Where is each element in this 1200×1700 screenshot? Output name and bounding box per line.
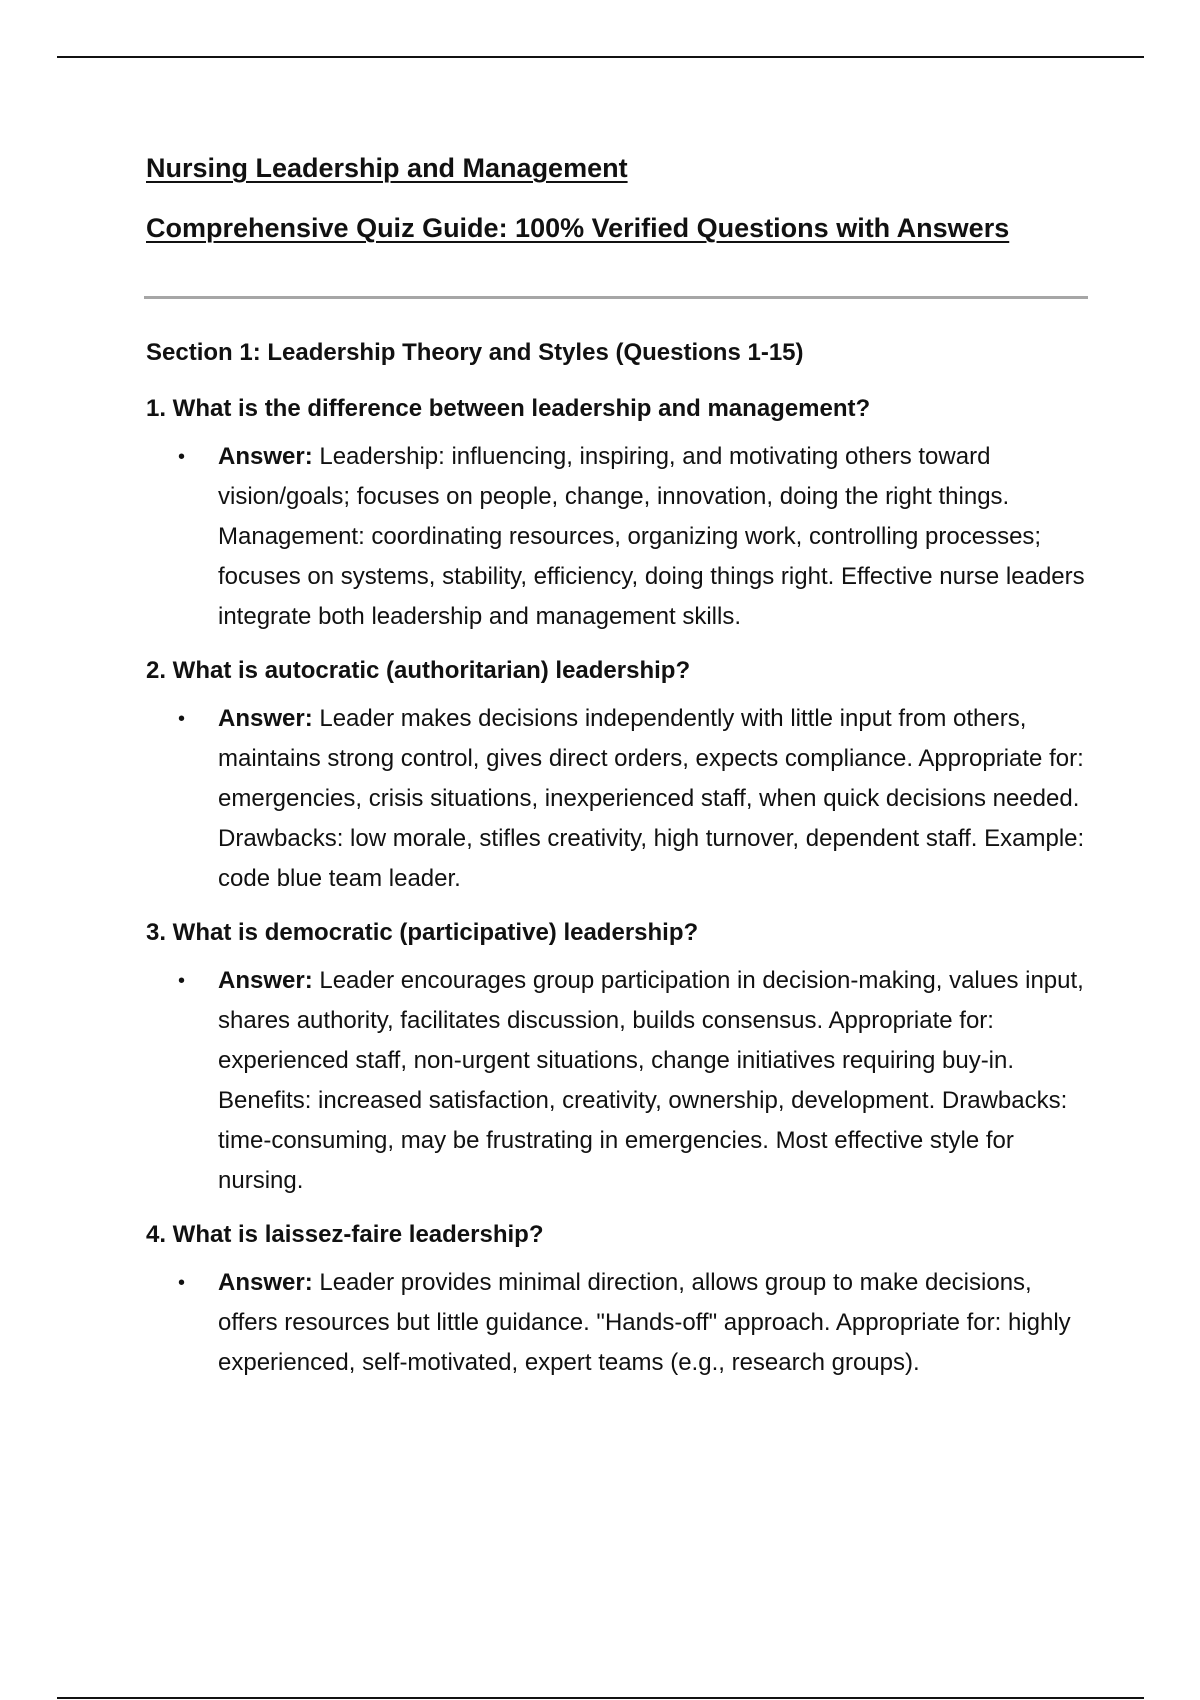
answer-text-1: Leadership: influencing, inspiring, and motivating others toward vision/goals; focuses on people, change, innovation, doing the right things. Management: coordinating resources, organizing work, controlling processes; focuses on systems, stability, efficiency, doing things right. Effective nurse leaders integrate both leadership and management skills. [218,443,1085,630]
section-heading: Section 1: Leadership Theory and Styles (Questions 1-15) [146,339,804,366]
answer-item-3 [146,961,1096,1201]
document-subtitle: Comprehensive Quiz Guide: 100% Verified Questions with Answers [146,213,1010,243]
answer-item-1 [146,437,1096,637]
bullet-icon: • [178,446,186,468]
bullet-icon: • [178,1272,186,1294]
bottom-rule [57,1697,1144,1699]
answer-list-4 [146,1263,1096,1383]
answer-item-4 [146,1263,1096,1383]
answer-list-2 [146,699,1096,899]
answer-label: Answer: [218,1269,320,1296]
bullet-icon: • [178,970,186,992]
answer-label: Answer: [218,705,320,732]
document-body [146,138,1096,1389]
answer-list-1 [146,437,1096,637]
question-block-3 [146,905,1096,1201]
question-block-4 [146,1207,1096,1383]
section-divider [144,296,1088,299]
answer-list-3 [146,961,1096,1201]
answer-item-2 [146,699,1096,899]
question-block-1 [146,381,1096,637]
document-title: Nursing Leadership and Management [146,153,628,183]
top-rule [57,56,1144,58]
question-2: 2. What is autocratic (authoritarian) leadership? [146,657,691,684]
bullet-icon: • [178,708,186,730]
question-1: 1. What is the difference between leadership and management? [146,395,871,422]
answer-text-4: Leader provides minimal direction, allows group to make decisions, offers resources but little guidance. "Hands-off" approach. Appropriate for: highly experienced, self-motivated, expert teams (e.g., research groups). [218,1269,1071,1376]
answer-text-2: Leader makes decisions independently with little input from others, maintains strong control, gives direct orders, expects compliance. Appropriate for: emergencies, crisis situations, inexperienced staff, when quick decisions needed. Drawbacks: low morale, stifles creativity, high turnover, dependent staff. Example: code blue team leader. [218,705,1085,892]
question-3: 3. What is democratic (participative) leadership? [146,919,699,946]
answer-label: Answer: [218,967,320,994]
answer-text-3: Leader encourages group participation in decision-making, values input, shares authority, facilitates discussion, builds consensus. Appropriate for: experienced staff, non-urgent situations, change initiatives requiring buy-in. Benefits: increased satisfaction, creativity, ownership, development. Drawbacks: time-consuming, may be frustrating in emergencies. Most effective style for nursing. [218,967,1084,1194]
question-block-2 [146,643,1096,899]
answer-label: Answer: [218,443,320,470]
question-4: 4. What is laissez-faire leadership? [146,1221,544,1248]
